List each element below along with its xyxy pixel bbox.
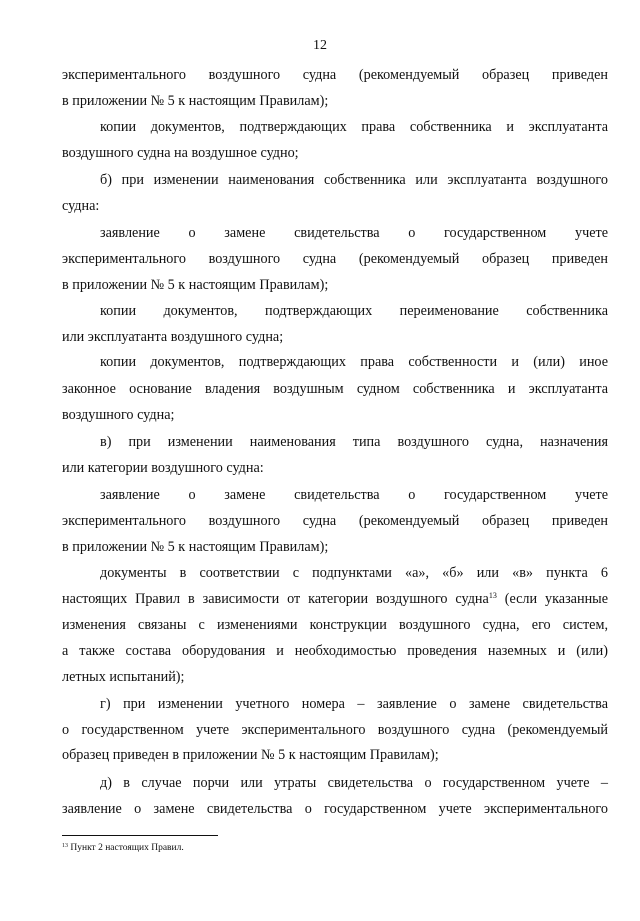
text-line: заявление о замене свидетельства о государственном учете — [100, 487, 608, 503]
text-line: или эксплуатанта воздушного судна; — [62, 329, 284, 345]
text-line: в приложении № 5 к настоящим Правилам); — [62, 93, 329, 109]
text-line: экспериментального воздушного судна (рекомендуемый образец приведен — [62, 251, 608, 267]
text-fragment: настоящих Правил в зависимости от категории воздушного судна — [62, 591, 489, 607]
text-line: образец приведен в приложении № 5 к настоящим Правилам); — [62, 747, 439, 763]
text-line: изменения связаны с изменениями конструкции воздушного судна, его систем, — [62, 617, 608, 633]
text-line: заявление о замене свидетельства о государственном учете — [100, 225, 608, 241]
text-line: воздушного судна; — [62, 407, 175, 423]
text-line: в) при изменении наименования типа воздушного судна, назначения — [100, 434, 608, 450]
text-line: заявление о замене свидетельства о государственном учете экспериментального — [62, 801, 608, 817]
text-line: б) при изменении наименования собственника или эксплуатанта воздушного — [100, 172, 608, 188]
text-line: г) при изменении учетного номера – заявление о замене свидетельства — [100, 696, 608, 712]
text-line: копии документов, подтверждающих права собственности и (или) иное — [100, 354, 608, 370]
text-line: д) в случае порчи или утраты свидетельства о государственном учете – — [100, 775, 608, 791]
footnote-mark: 13 — [62, 843, 68, 849]
text-line: летных испытаний); — [62, 669, 185, 685]
text-line: экспериментального воздушного судна (рекомендуемый образец приведен — [62, 513, 608, 529]
footnote-text: Пункт 2 настоящих Правил. — [70, 843, 184, 853]
page-number: 12 — [313, 38, 327, 53]
text-line: или категории воздушного судна: — [62, 460, 264, 476]
text-line: законное основание владения воздушным судном собственника и эксплуатанта — [62, 381, 608, 397]
text-line: а также состава оборудования и необходимостью проведения наземных и (или) — [62, 643, 608, 659]
text-line: о государственном учете экспериментального воздушного судна (рекомендуемый — [62, 722, 608, 738]
text-line: в приложении № 5 к настоящим Правилам); — [62, 277, 329, 293]
text-line: судна: — [62, 198, 100, 214]
footnote-separator — [62, 835, 218, 836]
footnote-reference: 13 — [488, 591, 497, 600]
text-line: воздушного судна на воздушное судно; — [62, 145, 299, 161]
text-line: копии документов, подтверждающих переименование собственника — [100, 303, 608, 319]
text-line: документы в соответствии с подпунктами «а», «б» или «в» пункта 6 — [100, 565, 608, 581]
text-fragment: (если указанные — [504, 591, 608, 607]
text-line: копии документов, подтверждающих права собственника и эксплуатанта — [100, 119, 608, 135]
text-line: в приложении № 5 к настоящим Правилам); — [62, 539, 329, 555]
text-line: экспериментального воздушного судна (рекомендуемый образец приведен — [62, 67, 608, 83]
footnote — [62, 842, 184, 854]
text-line-with-footnote — [62, 590, 608, 608]
